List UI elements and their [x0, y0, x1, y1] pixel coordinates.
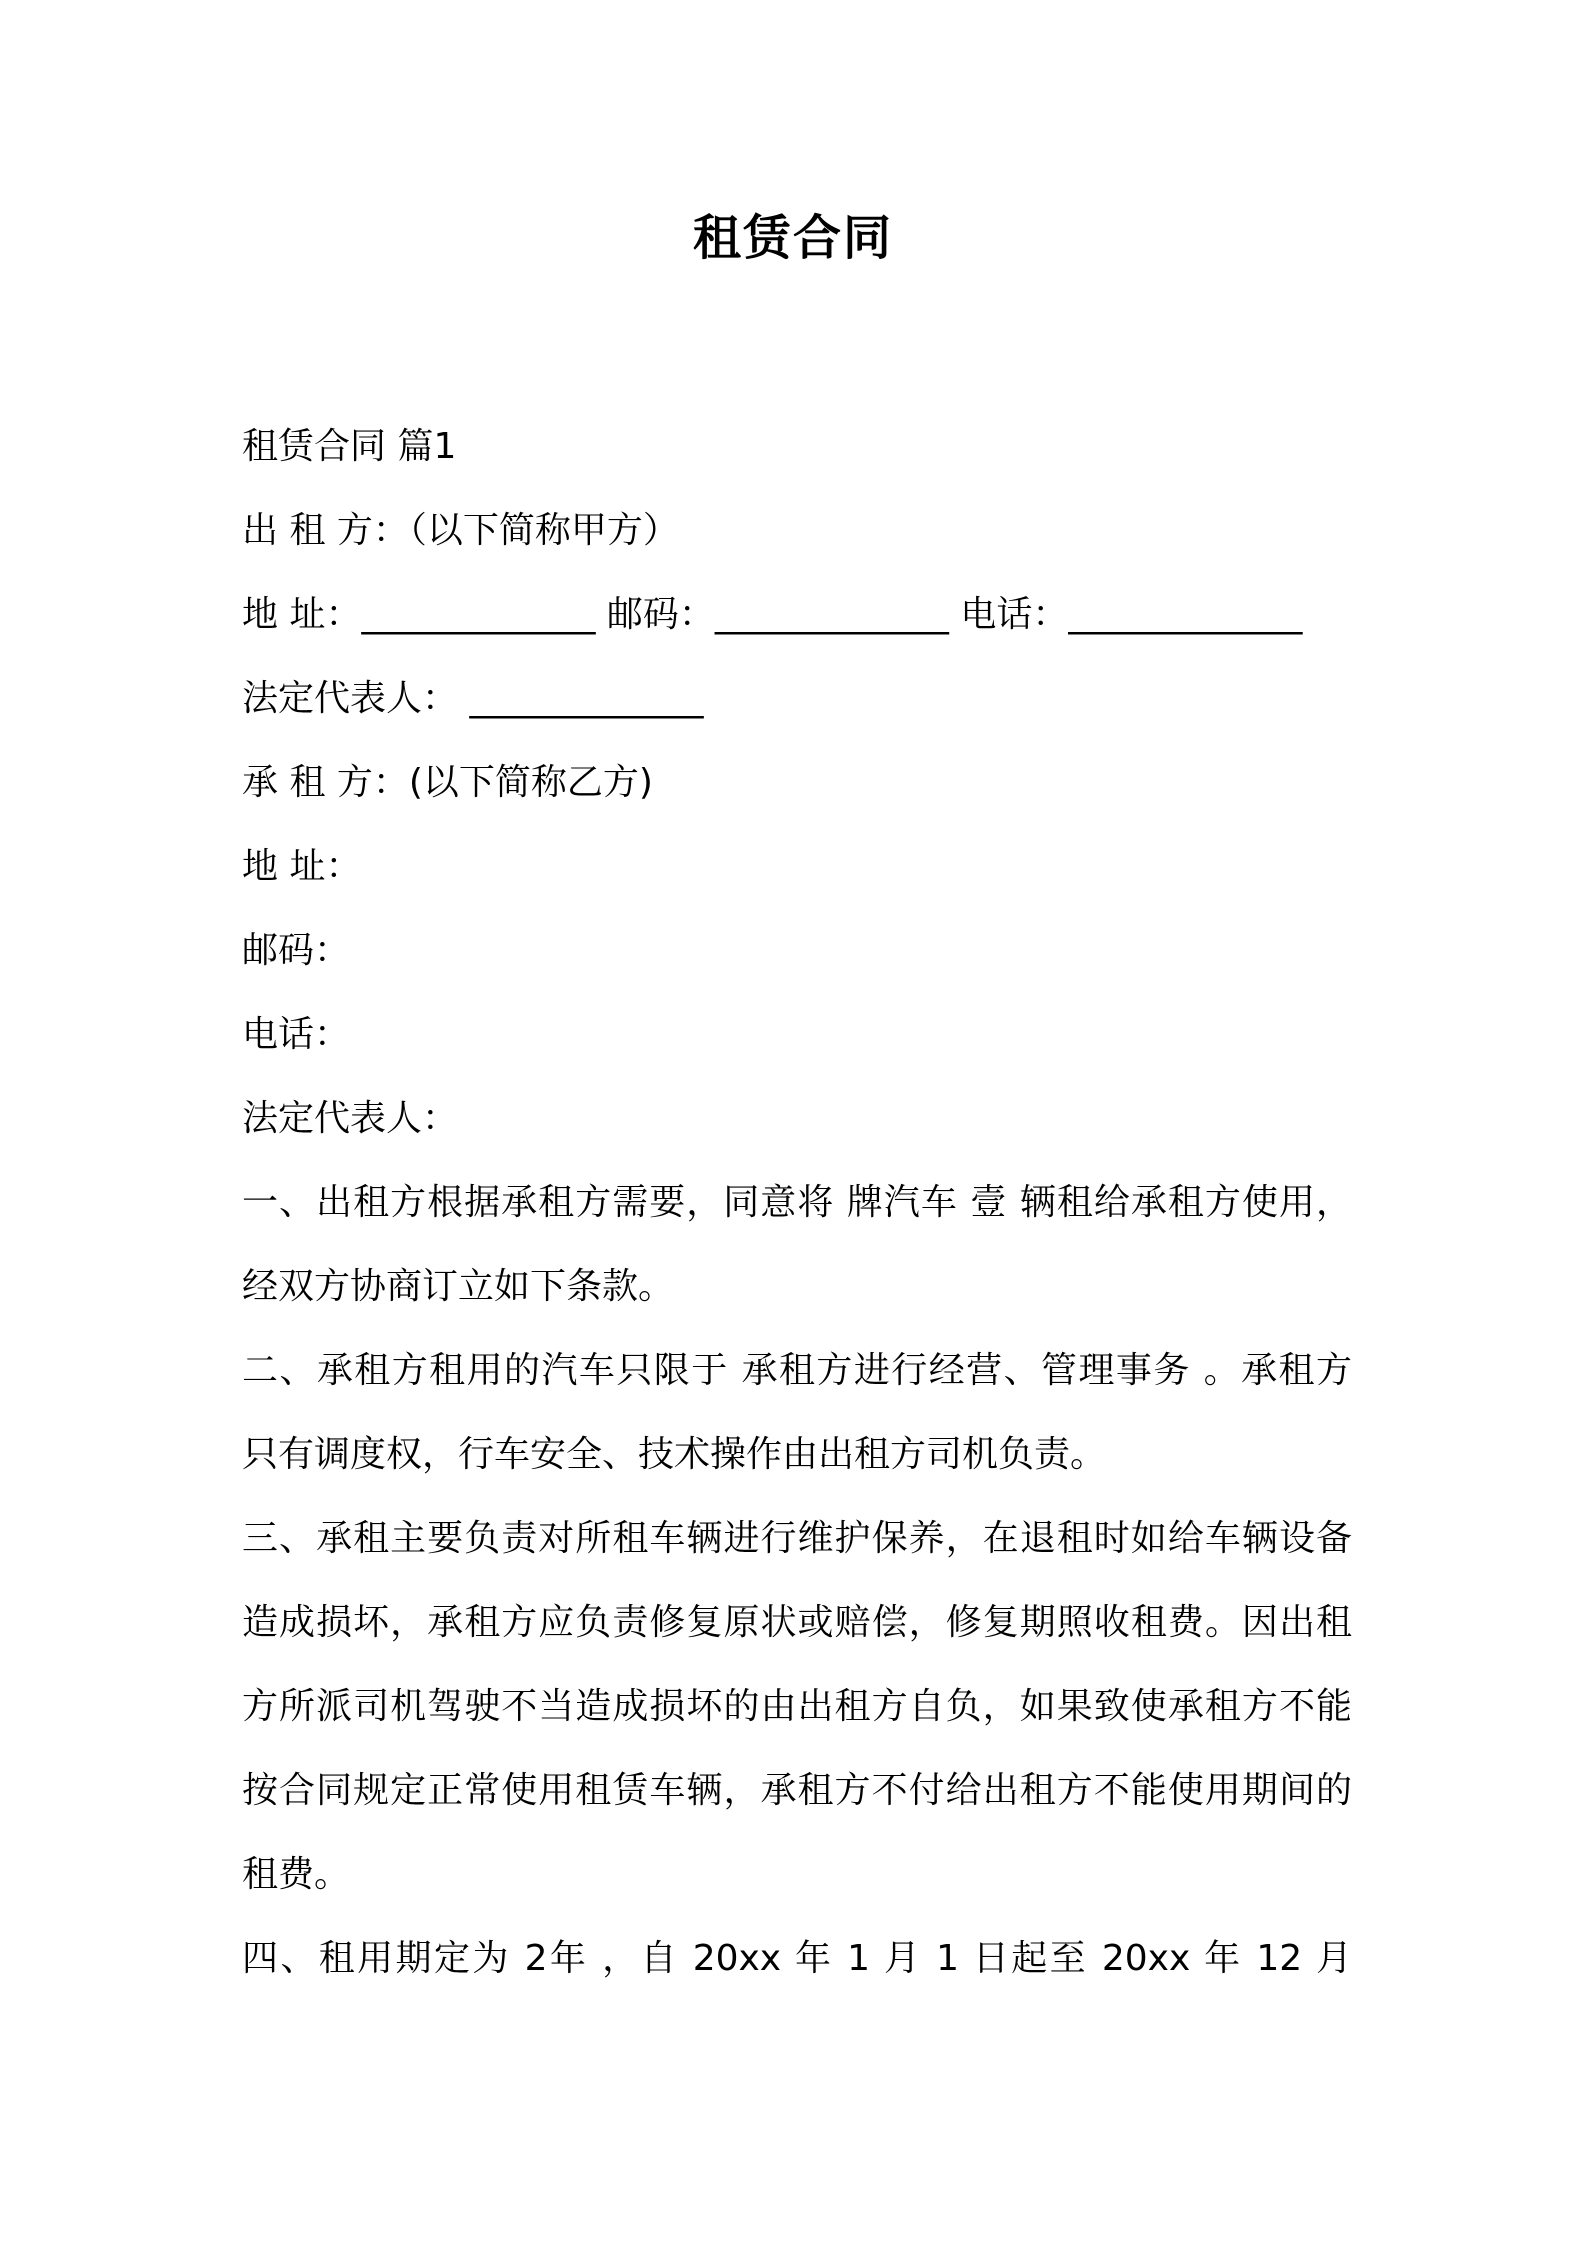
clause-3-line-4: 按合同规定正常使用租赁车辆，承租方不付给出租方不能使用期间的: [242, 1770, 1352, 1811]
clause-3-line-2: 造成损坏，承租方应负责修复原状或赔偿，修复期照收租费。因出租: [242, 1602, 1352, 1643]
lessee-postcode-line: 邮码：: [242, 930, 351, 971]
clause-2-line-2: 只有调度权，行车安全、技术操作由出租方司机负责。: [242, 1434, 1107, 1475]
clause-2-line-1: 二、承租方租用的汽车只限于 承租方进行经营、管理事务 。承租方: [242, 1350, 1352, 1391]
clause-3-line-5: 租费。: [242, 1854, 351, 1895]
clause-3-line-1: 三、承租主要负责对所租车辆进行维护保养，在退租时如给车辆设备: [242, 1518, 1352, 1559]
lessor-line: 出 租 方：（以下简称甲方）: [242, 510, 679, 551]
lessee-representative-line: 法定代表人：: [242, 1098, 459, 1139]
clause-3-line-3: 方所派司机驾驶不当造成损坏的由出租方自负，如果致使承租方不能: [242, 1686, 1352, 1727]
document-title: 租赁合同: [692, 210, 893, 266]
lessor-contact-line: 地 址：_____________ 邮码：_____________ 电话：_____________: [242, 594, 1303, 635]
lessee-address-line: 地 址：: [242, 846, 362, 887]
clause-1-line-1: 一、出租方根据承租方需要，同意将 牌汽车 壹 辆租给承租方使用，: [242, 1182, 1352, 1223]
clause-4-line-1: 四、租用期定为 2年 ，自 20xx 年 1 月 1 日起至 20xx 年 12 月: [242, 1938, 1352, 1979]
document-body: [242, 405, 1352, 2001]
section-heading: 租赁合同 篇1: [242, 426, 457, 467]
clause-1-line-2: 经双方协商订立如下条款。: [242, 1266, 675, 1307]
lessee-line: 承 租 方：(以下简称乙方): [242, 762, 653, 803]
lessee-phone-line: 电话：: [242, 1014, 351, 1055]
lessor-representative-line: 法定代表人： _____________: [242, 678, 704, 719]
